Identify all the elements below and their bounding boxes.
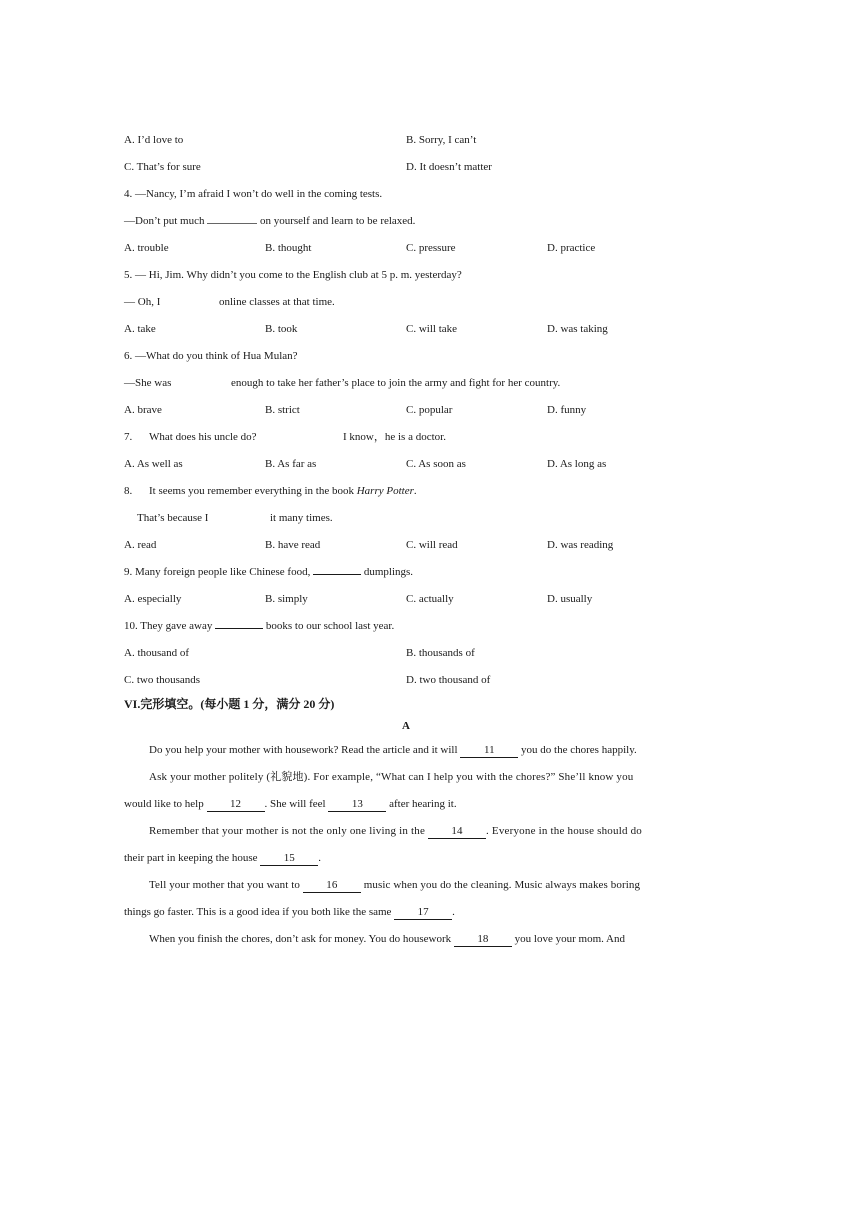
q6-option-d: D. funny [547,404,587,416]
cloze-blank-15: 15 [260,852,318,866]
q3-option-a: A. I’d love to [124,134,184,146]
passage-label: A [402,720,410,732]
q10-prompt [124,618,394,634]
q10-answer-blank [215,628,263,629]
q5-option-b: B. took [265,323,298,335]
passage-line-7-text [124,904,455,920]
q4-option-d: D. practice [547,242,596,254]
q10-option-b: B. thousands of [406,647,475,659]
q9-option-b: B. simply [265,593,308,605]
q6-option-c: C. popular [406,404,453,416]
passage-line-1 [0,742,867,758]
q6-prompt: 6. —What do you think of Hua Mulan? [124,350,298,362]
passage-p5-start: When you finish the chores, don’t ask for money. You do housework [149,933,452,945]
q4-answer-blank [207,223,257,224]
q3-option-d: D. It doesn’t matter [406,161,492,173]
q7-options [0,456,867,472]
q6-response-end: enough to take her father’s place to join the army and fight for her country. [231,377,561,389]
q9-prompt [124,564,413,580]
q9-answer-blank [313,574,361,575]
passage-line-4-text [149,823,642,839]
q6-option-a: A. brave [124,404,162,416]
q9-prompt-start: 9. Many foreign people like Chinese food, [124,566,311,578]
q6-response [0,375,867,391]
passage-line-7 [0,904,867,920]
cloze-blank-14: 14 [428,825,486,839]
cloze-blank-12: 12 [207,798,265,812]
q5-response [0,294,867,310]
q4-prompt: 4. —Nancy, I’m afraid I won’t do well in the coming tests. [124,188,383,200]
passage-line-6-text [149,877,640,893]
passage-p4-start: Tell your mother that you want to [149,879,300,891]
q4-response-start: —Don’t put much [124,215,205,227]
section-title: VI.完形填空。(每小题 1 分，满分 20 分) [124,697,335,711]
q4-option-c: C. pressure [406,242,456,254]
q9-options [0,591,867,607]
q5-response-end: online classes at that time. [219,296,335,308]
passage-line-8-text [149,931,625,947]
passage-line-5-text [124,850,321,866]
q4-option-b: B. thought [265,242,312,254]
passage-p2-mid: would like to help [124,798,204,810]
passage-p3-end: . [318,852,321,864]
q4-question [0,186,867,202]
q7-option-d: D. As long as [547,458,607,470]
section-heading-row [0,696,867,712]
q10-option-d: D. two thousand of [406,674,491,686]
q5-prompt: 5. — Hi, Jim. Why didn’t you come to the English club at 5 p. m. yesterday? [124,269,462,281]
passage-p1-start: Do you help your mother with housework? Read the article and it will [149,744,458,756]
q10-options-row-2 [0,672,867,688]
q5-question [0,267,867,283]
passage-p4-mid: music when you do the cleaning. Music always makes boring [363,879,641,891]
passage-line-5 [0,850,867,866]
q7-question [0,429,867,445]
q4-option-a: A. trouble [124,242,169,254]
q8-option-d: D. was reading [547,539,614,551]
q10-question [0,618,867,634]
q10-prompt-end: books to our school last year. [265,620,395,632]
q4-response-text [124,213,415,229]
passage-label-row [0,718,867,734]
q8-book-title: Harry Potter [356,485,414,497]
q7-option-b: B. As far as [265,458,317,470]
q4-options [0,240,867,256]
q3-option-c: C. That’s for sure [124,161,201,173]
q10-option-c: C. two thousands [124,674,201,686]
passage-p2-mid2: . She will feel [264,798,326,810]
passage-p4-end: . [452,906,455,918]
q6-response-start: —She was [124,377,172,389]
q8-response-start: That’s because I [137,512,209,524]
q7-option-a: A. As well as [124,458,183,470]
q9-prompt-end: dumplings. [363,566,414,578]
passage-line-1-text [149,742,637,758]
q8-question [0,483,867,499]
cloze-blank-17: 17 [394,906,452,920]
passage-p2-end: after hearing it. [389,798,457,810]
q3-options-row-1 [0,132,867,148]
passage-line-4 [0,823,867,839]
q10-option-a: A. thousand of [124,647,190,659]
q4-response-end: on yourself and learn to be relaxed. [259,215,416,227]
q5-option-d: D. was taking [547,323,608,335]
q8-prompt-end: . [413,485,417,497]
q5-option-c: C. will take [406,323,458,335]
passage-p4-mid2: things go faster. This is a good idea if you both like the same [124,906,392,918]
q8-option-c: C. will read [406,539,458,551]
q8-number: 8. [124,485,133,497]
q6-options [0,402,867,418]
cloze-blank-13: 13 [328,798,386,812]
q10-options-row-1 [0,645,867,661]
passage-p3-mid: . Everyone in the house should do [486,825,643,837]
q8-response-end: it many times. [270,512,333,524]
q10-prompt-start: 10. They gave away [124,620,213,632]
passage-p3-mid2: their part in keeping the house [124,852,258,864]
passage-p5-end: you love your mom. And [514,933,625,945]
q7-prompt: What does his uncle do? [149,431,257,443]
cloze-blank-18: 18 [454,933,512,947]
q9-option-a: A. especially [124,593,182,605]
q5-response-start: — Oh, I [124,296,161,308]
q8-option-b: B. have read [265,539,321,551]
q9-question [0,564,867,580]
q7-response: I know，he is a doctor. [343,431,446,443]
q8-response [0,510,867,526]
passage-p2-start: Ask your mother politely (礼貌地). For example, “What can I help you with the chores?” She’ll know you [149,771,634,783]
q5-option-a: A. take [124,323,156,335]
q8-prompt [149,483,417,499]
passage-line-3 [0,796,867,812]
q3-options-row-2 [0,159,867,175]
q5-options [0,321,867,337]
cloze-blank-16: 16 [303,879,361,893]
q8-options [0,537,867,553]
q9-option-c: C. actually [406,593,454,605]
q3-option-b: B. Sorry, I can’t [406,134,477,146]
q7-number: 7. [124,431,133,443]
passage-line-8 [0,931,867,947]
q9-option-d: D. usually [547,593,593,605]
q8-option-a: A. read [124,539,157,551]
q6-option-b: B. strict [265,404,300,416]
passage-line-3-text [124,796,457,812]
passage-line-6 [0,877,867,893]
q6-question [0,348,867,364]
passage-line-2 [0,769,867,785]
q4-response [0,213,867,229]
cloze-blank-11: 11 [460,744,518,758]
passage-p1-end: you do the chores happily. [521,744,637,756]
q7-option-c: C. As soon as [406,458,466,470]
passage-p3-start: Remember that your mother is not the only one living in the [149,825,426,837]
q8-prompt-text: It seems you remember everything in the book [149,485,357,497]
